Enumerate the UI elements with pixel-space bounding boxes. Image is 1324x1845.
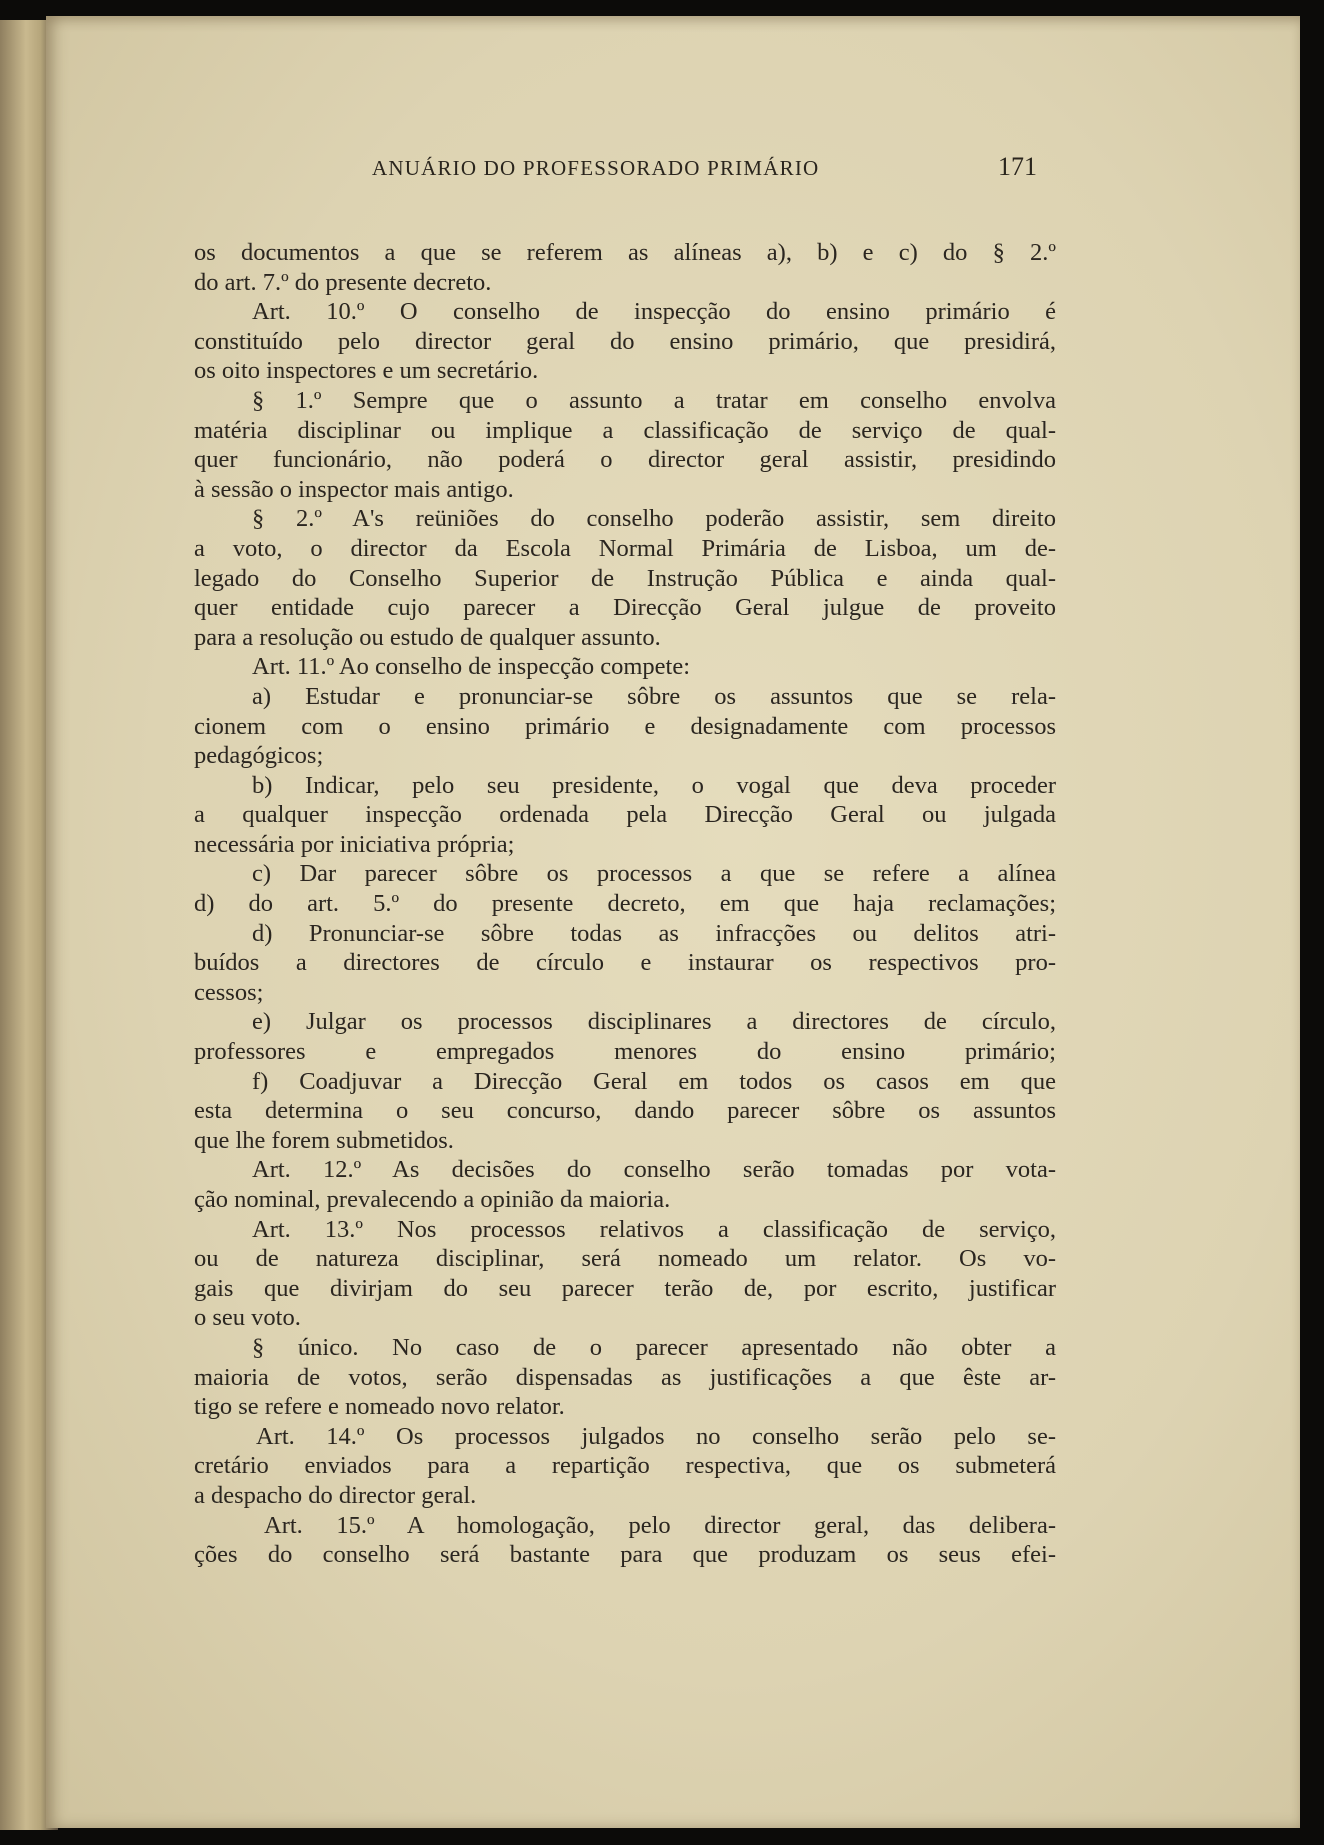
text-line: professores e empregados menores do ensino primário; xyxy=(194,1038,1056,1066)
page-number: 171 xyxy=(998,152,1037,181)
text-line: Art. 12.º As decisões do conselho serão tomadas por vota- xyxy=(252,1156,1056,1184)
text-line: e) Julgar os processos disciplinares a directores de círculo, xyxy=(252,1008,1056,1036)
text-line: a qualquer inspecção ordenada pela Direcção Geral ou julgada xyxy=(194,801,1056,829)
text-line: matéria disciplinar ou implique a classificação de serviço de qual- xyxy=(194,416,1056,444)
text-line: c) Dar parecer sôbre os processos a que se refere a alínea xyxy=(252,860,1056,888)
text-line: à sessão o inspector mais antigo. xyxy=(194,475,514,503)
running-title: ANUÁRIO DO PROFESSORADO PRIMÁRIO xyxy=(372,156,820,180)
text-line: cretário enviados para a repartição respectiva, que os submeterá xyxy=(194,1452,1056,1480)
text-line: § único. No caso de o parecer apresentado não obter a xyxy=(252,1333,1056,1361)
text-line: constituído pelo director geral do ensino primário, que presidirá, xyxy=(194,327,1056,355)
text-line: os documentos a que se referem as alíneas a), b) e c) do § 2.º xyxy=(194,239,1056,266)
text-line: d) do art. 5.º do presente decreto, em que haja reclamações; xyxy=(194,890,1056,918)
text-line: a) Estudar e pronunciar-se sôbre os assuntos que se rela- xyxy=(252,682,1056,710)
text-line: tigo se refere e nomeado novo relator. xyxy=(194,1393,565,1421)
text-line: Art. 10.º O conselho de inspecção do ensino primário é xyxy=(252,298,1056,326)
text-line: quer entidade cujo parecer a Direcção Geral julgue de proveito xyxy=(194,594,1056,622)
text-line: esta determina o seu concurso, dando parecer sôbre os assuntos xyxy=(194,1097,1056,1125)
text-line: Art. 13.º Nos processos relativos a classificação de serviço, xyxy=(252,1215,1056,1243)
text-line: legado do Conselho Superior de Instrução Pública e ainda qual- xyxy=(194,564,1056,592)
page-header xyxy=(0,152,1324,186)
text-line: ou de natureza disciplinar, será nomeado um relator. Os vo- xyxy=(194,1245,1056,1273)
text-line: necessária por iniciativa própria; xyxy=(194,830,515,858)
text-line: cionem com o ensino primário e designadamente com processos xyxy=(194,712,1056,740)
text-line: § 1.º Sempre que o assunto a tratar em conselho envolva xyxy=(252,386,1056,414)
text-line: do art. 7.º do presente decreto. xyxy=(194,268,492,296)
text-line: § 2.º A's reüniões do conselho poderão assistir, sem direito xyxy=(252,505,1056,533)
text-line: a voto, o director da Escola Normal Primária de Lisboa, um de- xyxy=(194,534,1056,562)
text-line: Art. 15.º A homologação, pelo director geral, das delibera- xyxy=(264,1511,1056,1539)
text-line: gais que divirjam do seu parecer terão de, por escrito, justificar xyxy=(194,1274,1056,1302)
body-text xyxy=(194,238,1056,1570)
text-line: para a resolução ou estudo de qualquer assunto. xyxy=(194,623,661,651)
text-line: d) Pronunciar-se sôbre todas as infracções ou delitos atri- xyxy=(252,919,1056,947)
text-line: Art. 11.º Ao conselho de inspecção compete: xyxy=(252,653,691,681)
text-line: pedagógicos; xyxy=(194,742,324,770)
text-line: maioria de votos, serão dispensadas as justificações a que êste ar- xyxy=(194,1363,1056,1391)
text-line: ções do conselho será bastante para que produzam os seus efei- xyxy=(194,1541,1056,1569)
text-line: buídos a directores de círculo e instaurar os respectivos pro- xyxy=(194,949,1056,977)
text-line: cessos; xyxy=(194,978,264,1006)
text-line: os oito inspectores e um secretário. xyxy=(194,357,539,385)
text-line: quer funcionário, não poderá o director geral assistir, presidindo xyxy=(194,446,1056,474)
text-line: que lhe forem submetidos. xyxy=(194,1126,454,1154)
text-line: Art. 14.º Os processos julgados no conselho serão pelo se- xyxy=(256,1422,1056,1450)
text-line: a despacho do director geral. xyxy=(194,1481,477,1509)
text-line: o seu voto. xyxy=(194,1304,301,1332)
text-line: b) Indicar, pelo seu presidente, o vogal que deva proceder xyxy=(252,771,1056,799)
text-line: ção nominal, prevalecendo a opinião da maioria. xyxy=(194,1186,671,1213)
text-line: f) Coadjuvar a Direcção Geral em todos os casos em que xyxy=(252,1067,1056,1095)
